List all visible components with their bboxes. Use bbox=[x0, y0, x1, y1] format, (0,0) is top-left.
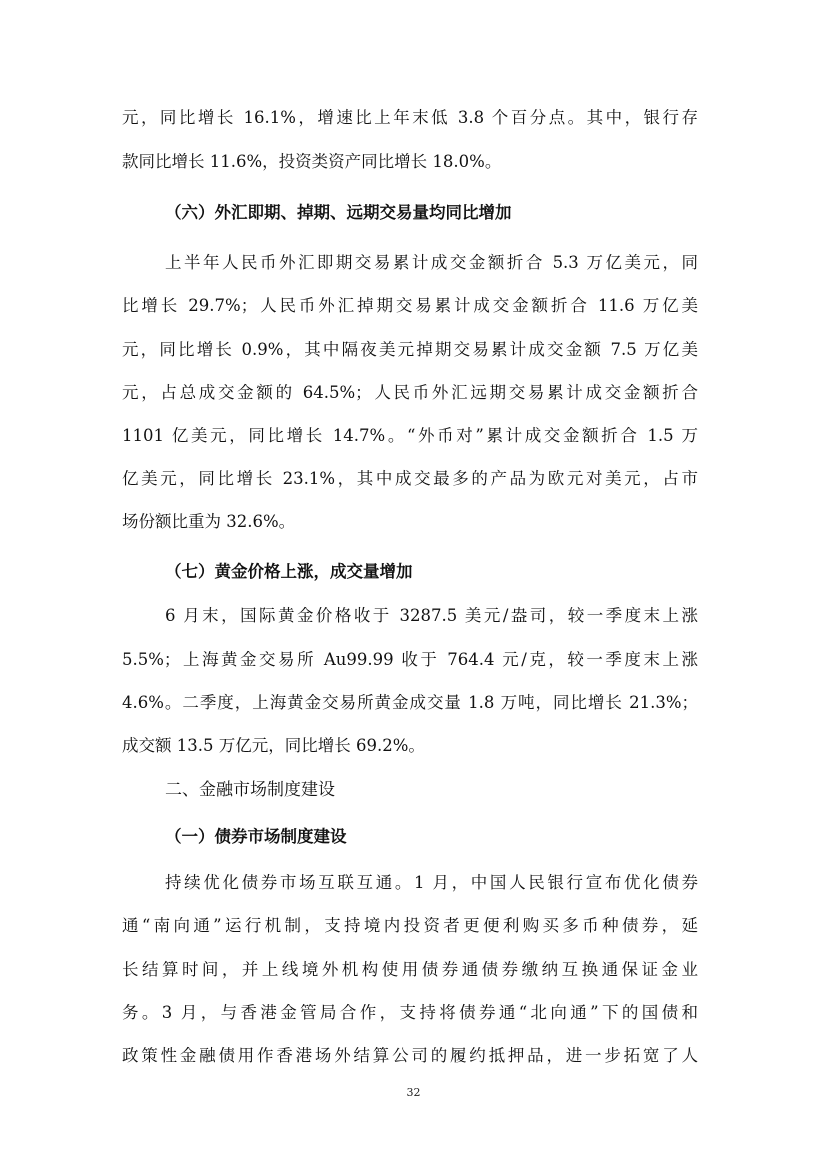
paragraph-line: 比增长 29.7%；人民币外汇掉期交易累计成交金额折合 11.6 万亿美 bbox=[122, 296, 698, 315]
paragraph-line: 务。3 月，与香港金管局合作，支持将债券通“北向通”下的国债和 bbox=[122, 1003, 698, 1022]
section-heading-bond-market: （一）债券市场制度建设 bbox=[165, 827, 347, 846]
paragraph-line: 4.6%。二季度，上海黄金交易所黄金成交量 1.8 万吨，同比增长 21.3%； bbox=[122, 693, 698, 712]
paragraph-line: 元，同比增长 0.9%，其中隔夜美元掉期交易累计成交金额 7.5 万亿美 bbox=[122, 340, 698, 359]
section-heading-fx-trading: （六）外汇即期、掉期、远期交易量均同比增加 bbox=[165, 203, 512, 222]
paragraph-line: 元，同比增长 16.1%，增速比上年末低 3.8 个百分点。其中，银行存 bbox=[122, 108, 698, 127]
paragraph-line: 场份额比重为 32.6%。 bbox=[122, 512, 296, 531]
page-number: 32 bbox=[406, 1086, 421, 1099]
paragraph-line: 6 月末，国际黄金价格收于 3287.5 美元/盎司，较一季度末上涨 bbox=[165, 606, 698, 625]
paragraph-line: 1101 亿美元，同比增长 14.7%。“外币对”累计成交金额折合 1.5 万 bbox=[122, 426, 698, 445]
paragraph-line: 上半年人民币外汇即期交易累计成交金额折合 5.3 万亿美元，同 bbox=[165, 253, 698, 272]
paragraph-line: 元，占总成交金额的 64.5%；人民币外汇远期交易累计成交金额折合 bbox=[122, 383, 698, 402]
paragraph-line: 亿美元，同比增长 23.1%，其中成交最多的产品为欧元对美元，占市 bbox=[122, 469, 698, 488]
paragraph-line: 成交额 13.5 万亿元，同比增长 69.2%。 bbox=[122, 736, 425, 755]
chapter-heading-market-system: 二、金融市场制度建设 bbox=[165, 780, 335, 800]
paragraph-line: 款同比增长 11.6%，投资类资产同比增长 18.0%。 bbox=[122, 152, 502, 171]
section-heading-gold: （七）黄金价格上涨，成交量增加 bbox=[165, 562, 413, 581]
paragraph-line: 政策性金融债用作香港场外结算公司的履约抵押品，进一步拓宽了人 bbox=[122, 1046, 698, 1065]
paragraph-line: 通“南向通”运行机制，支持境内投资者更便利购买多币种债券，延 bbox=[122, 916, 698, 935]
paragraph-line: 长结算时间，并上线境外机构使用债券通债券缴纳互换通保证金业 bbox=[122, 960, 698, 979]
paragraph-line: 5.5%；上海黄金交易所 Au99.99 收于 764.4 元/克，较一季度末上涨 bbox=[122, 650, 698, 669]
paragraph-line: 持续优化债券市场互联互通。1 月，中国人民银行宣布优化债券 bbox=[165, 873, 698, 892]
